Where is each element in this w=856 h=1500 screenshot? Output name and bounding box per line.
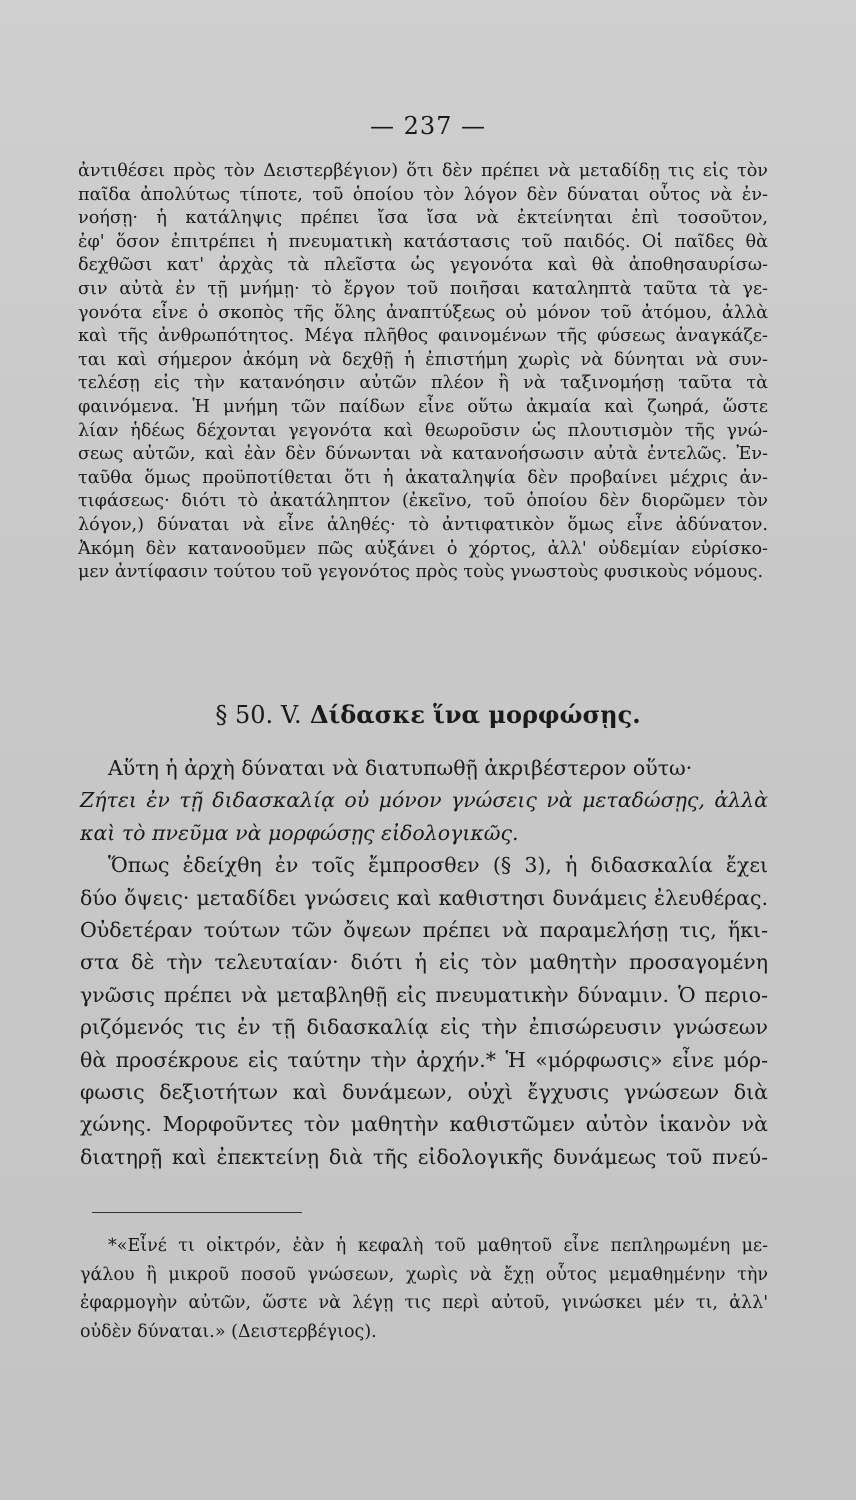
text-line: φαινόμενα. Ἡ μνήμη τῶν παίδων εἶνε οὕτω ἀκμαία καὶ ζωηρά, ὥστε xyxy=(78,396,768,417)
text-line: Οὐδετέραν τούτων τῶν ὄψεων πρέπει νὰ παραμελήσῃ τις, ἥκι- xyxy=(80,918,768,943)
text-line: ται καὶ σήμερον ἀκόμη νὰ δεχθῇ ἡ ἐπιστήμη χωρὶς νὰ δύνηται νὰ συν- xyxy=(78,349,768,370)
footnote-line: ἐφαρμογὴν αὐτῶν, ὥστε νὰ λέγῃ τις περὶ αὐτοῦ, γινώσκει μέν τι, ἀλλ' xyxy=(80,1293,768,1314)
text-line: διατηρῇ καὶ ἐπεκτείνῃ διὰ τῆς εἰδολογικῆς δυνάμεως τοῦ πνεύ- xyxy=(80,1144,768,1169)
page-number: — 237 — xyxy=(369,112,487,140)
text-line: τελέσῃ εἰς τὴν κατανόησιν αὐτῶν πλέον ἢ νὰ ταξινομήσῃ ταῦτα τὰ xyxy=(78,373,768,394)
text-line: νοήσῃ· ἡ κατάληψις πρέπει ἴσα ἴσα νὰ ἐκτείνηται ἐπὶ τοσοῦτον, xyxy=(78,208,768,229)
text-line: παῖδα ἀπολύτως τίποτε, τοῦ ὁποίου τὸν λόγον δὲν δύναται οὗτος νὰ ἐν- xyxy=(78,184,768,205)
text-line: Αὕτη ἡ ἀρχὴ δύναται νὰ διατυπωθῇ ἀκριβέστερον οὕτω· xyxy=(108,756,693,780)
text-line: ταῦθα ὅμως προϋποτίθεται ὅτι ἡ ἀκαταληψία δὲν προβαίνει μέχρις ἀν- xyxy=(78,467,768,488)
section-title: Δίδασκε ἵνα μορφώσῃς. xyxy=(309,700,641,729)
text-line: στα δὲ τὴν τελευταίαν· διότι ἡ εἰς τὸν μαθητὴν προσαγομένη xyxy=(80,950,768,975)
footnote-divider xyxy=(92,1212,302,1213)
text-line: ἐφ' ὅσον ἐπιτρέπει ἡ πνευματικὴ κατάστασις τοῦ παιδός. Οἱ παῖδες θὰ xyxy=(78,231,768,252)
text-line: καὶ τῆς ἀνθρωπότητος. Μέγα πλῆθος φαινομένων τῆς φύσεως ἀναγκάζε- xyxy=(78,326,768,347)
text-line: λόγον,) δύναται νὰ εἶνε ἀληθές· τὸ ἀντιφατικὸν ὅμως εἶνε ἀδύνατον. xyxy=(78,514,768,535)
text-line: λίαν ἡδέως δέχονται γεγονότα καὶ θεωροῦσιν ὡς πλουτισμὸν τῆς γνώ- xyxy=(78,420,768,441)
text-line: Ὅπως ἐδείχθη ἐν τοῖς ἔμπροσθεν (§ 3), ἡ διδασκαλία ἔχει xyxy=(108,853,768,878)
text-line: ριζόμενός τις ἐν τῇ διδασκαλίᾳ εἰς τὴν ἐπισώρευσιν γνώσεων xyxy=(80,1015,768,1040)
text-line: γνῶσις πρέπει νὰ μεταβληθῇ εἰς πνευματικὴν δύναμιν. Ὁ περιο- xyxy=(80,982,768,1007)
text-line: θὰ προσέκρουε εἰς ταύτην τὴν ἀρχήν.* Ἡ «μόρφωσις» εἶνε μόρ- xyxy=(80,1047,768,1072)
paragraph-continuation xyxy=(78,160,768,585)
section-heading xyxy=(0,700,856,729)
text-line: σεως αὐτῶν, καὶ ἐὰν δὲν δύνωνται νὰ κατανοήσωσιν αὐτὰ ἐντελῶς. Ἐν- xyxy=(78,444,768,465)
text-line: Ἀκόμη δὲν κατανοοῦμεν πῶς αὐξάνει ὁ χόρτος, ἀλλ' οὐδεμίαν εὑρίσκο- xyxy=(78,538,768,559)
section-number: § 50. V. xyxy=(215,701,302,729)
text-line: τιφάσεως· διότι τὸ ἀκατάληπτον (ἐκεῖνο, τοῦ ὁποίου δὲν διορῶμεν τὸν xyxy=(78,491,768,512)
text-line: σιν αὐτὰ ἐν τῇ μνήμῃ· τὸ ἔργον τοῦ ποιῆσαι καταληπτὰ ταῦτα τὰ γε- xyxy=(78,278,768,299)
text-line: δεχθῶσι κατ' ἀρχὰς τὰ πλεῖστα ὡς γεγονότα καὶ θὰ ἀποθησαυρίσω- xyxy=(78,255,768,276)
text-line: φωσις δεξιοτήτων καὶ δυνάμεων, οὐχὶ ἔγχυσις γνώσεων διὰ xyxy=(80,1080,768,1105)
principle-line: καὶ τὸ πνεῦμα νὰ μορφώσῃς εἰδολογικῶς. xyxy=(80,820,519,845)
text-line: δύο ὄψεις· μεταδίδει γνώσεις καὶ καθιστησι δυνάμεις ἐλευθέρας. xyxy=(80,885,768,910)
footnote-line: *«Εἶνέ τι οἰκτρόν, ἐὰν ἡ κεφαλὴ τοῦ μαθητοῦ εἶνε πεπληρωμένη με- xyxy=(108,1236,768,1256)
footnote-line: οὐδὲν δύναται.» (Δειστερβέγιος). xyxy=(80,1321,377,1342)
footnote xyxy=(80,1232,768,1346)
text-line: χώνης. Μορφοῦντες τὸν μαθητὴν καθιστῶμεν αὐτὸν ἱκανὸν νὰ xyxy=(80,1112,768,1137)
text-line: γονότα εἶνε ὁ σκοπὸς τῆς ὅλης ἀναπτύξεως οὐ μόνον τοῦ ἀτόμου, ἀλλὰ xyxy=(78,302,768,323)
section-body xyxy=(80,752,768,1173)
footnote-line: γάλου ἢ μικροῦ ποσοῦ γνώσεων, χωρὶς νὰ ἔχῃ οὗτος μεμαθημένην τὴν xyxy=(80,1264,768,1285)
text-line: ἀντιθέσει πρὸς τὸν Δειστερβέγιον) ὅτι δὲν πρέπει νὰ μεταδίδῃ τις εἰς τὸν xyxy=(78,161,768,181)
text-line: μεν ἀντίφασιν τούτου τοῦ γεγονότος πρὸς τοὺς γνωστοὺς φυσικοὺς νόμους. xyxy=(78,562,764,583)
principle-line: Ζήτει ἐν τῇ διδασκαλίᾳ οὐ μόνον γνώσεις νὰ μεταδώσῃς, ἀλλὰ xyxy=(80,788,768,813)
